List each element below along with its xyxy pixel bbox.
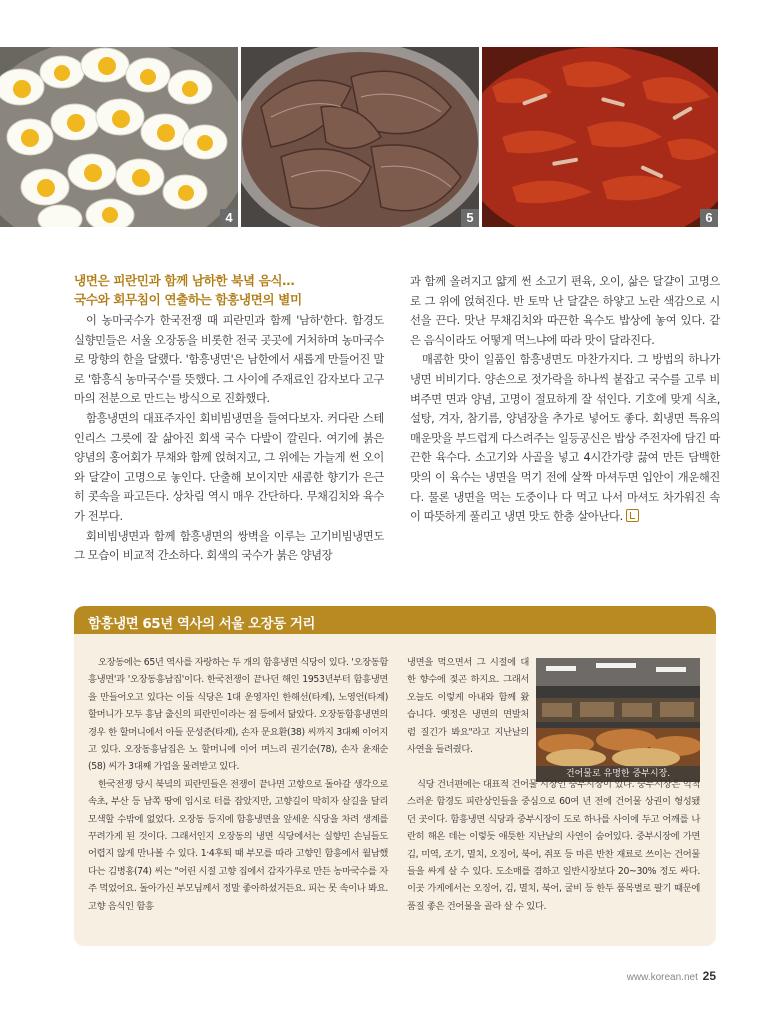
sidebar-paragraph: 냉면을 먹으면서 그 시절에 대한 향수에 젖곤 하지요. 그래서 오늘도 이렇게 아내와 함께 왔습니다. 옛정은 냉면의 면발처럼 질긴가 봐요"라고 지난날의 사연을 들려줬다. — [407, 657, 529, 756]
page-number: 25 — [702, 969, 716, 983]
article-left-column — [74, 272, 384, 566]
spicy-fish-photo — [482, 47, 718, 227]
footer-site: www.korean.net — [626, 972, 698, 983]
article-paragraph: 매콤한 맛이 일품인 함흥냉면도 마찬가지다. 그 방법의 하나가 냉면 비비기다. 양손으로 젓가락을 하나씩 붙잡고 국수를 고루 비벼주면 면과 양념, 고명이 절묘하게 잘 섞인다. 기호에 맞게 식초, 설탕, 겨자, 참기름, 양념장을 추가로 넣어도 좋다. 회냉면 특유의 매운맛을 부드럽게 다스려주는 일등공신은 밥상 주전자에 담긴 따끈한 육수다. 소고기와 사골을 넣고 4시간가량 끓여 만든 담백한 맛의 이 육수는 냉면을 먹기 전에 살짝 마셔두면 입안이 개운해진다. 물론 냉면을 먹는 도중이나 다 먹고 나서 마셔도 차가워진 속이 따뜻하게 풀리고 냉면 맛도 한층 살아난다. — [410, 353, 720, 524]
sidebar-right-bottom — [407, 776, 700, 915]
article-right-column — [410, 272, 720, 527]
market-photo-frame — [536, 658, 700, 782]
article-headline-line1: 냉면은 피란민과 함께 남하한 북녘 음식… — [74, 273, 295, 288]
sidebar-paragraph: 오장동에는 65년 역사를 자랑하는 두 개의 함흥냉면 식당이 있다. '오장동함흥냉면'과 '오장동흥남집'이다. 한국전쟁이 끝나던 해인 1953년부터 함흥냉면을 만들어오고 있다는 이들 식당은 1대 운영자인 한해선(타계), 노영언(타계) 할머니가 모두 흥남 출신의 피란민이라는 점 등에서 닮았다. 오장동함흥냉면의 경우 한 할머니에서 아들 문성준(타계), 손자 문요환(38) 씨까지 3대째 이어지고 있다. 오장동흥남집은 노 할머니에 이어 며느리 권기순(78), 손자 윤재순(58) 씨가 3대째 가업을 물려받고 있다. — [88, 657, 388, 773]
market-photo-caption: 건어물로 유명한 중부시장. — [536, 766, 700, 782]
article-paragraph: 회비빔냉면과 함께 함흥냉면의 쌍벽을 이루는 고기비빔냉면도 그 모습이 비교적 간소하다. 회색의 국수가 붉은 양념장 — [74, 529, 384, 563]
sidebar-left-column — [88, 654, 388, 915]
sidebar-paragraph: 한국전쟁 당시 북녘의 피란민들은 전쟁이 끝나면 고향으로 돌아갈 생각으로 속초, 부산 등 남쪽 땅에 임시로 터를 잡았지만, 고향길이 막히자 살길을 달리 모색할 수밖에 없었다. 오장동 등지에 함흥냉면을 앞세운 식당을 차려 생계를 꾸려가게 된 것이다. 그래서인지 오장동의 냉면 식당에서는 실향민 손님들도 어렵지 않게 만나볼 수 있다. 1·4후퇴 때 부모를 따라 고향인 함흥에서 월남했다는 김병홍(74) 씨는 "어린 시절 고향 집에서 감자가루로 만든 농마국수를 자주 먹었어요. 돌아가신 부모님께서 정말 좋아하셨거든요. 피는 못 속이나 봐요. 고향 음식인 함흥 — [88, 778, 388, 912]
article-paragraph: 함흥냉면의 대표주자인 회비빔냉면을 들여다보자. 커다란 스테인리스 그릇에 잘 삶아진 회색 국수 다발이 깔린다. 여기에 붉은 양념의 홍어회가 무채와 함께 얹혀지고, 그 위에는 가늘게 썬 오이와 달걀이 고명으로 놓인다. 단출해 보이지만 새콤한 향기가 은근히 콧속을 파고든다. 상차림 역시 매우 간단하다. 무채김치와 육수가 전부다. — [74, 411, 384, 523]
article-paragraph: 이 농마국수가 한국전쟁 때 피란민과 함께 '남하'한다. 함경도 실향민들은 서울 오장동을 비롯한 전국 곳곳에 거처하며 농마국수로 망향의 한을 달랬다. '함흥냉면'은 남한에서 새롭게 만들어진 말로 '함흥식 농마국수'를 뜻했다. 그 사이에 주재료인 감자보다 고구마의 전분으로 만드는 방식으로 진화했다. — [74, 314, 384, 406]
photo-number-badge: 6 — [700, 209, 718, 227]
boiled-eggs-photo — [0, 47, 238, 227]
sidebar-paragraph: 식당 건너편에는 대표적 건어물 시장인 중부시장이 있다. 중부시장은 억척스러운 함경도 피란상인들을 중심으로 60여 년 전에 건어물 상권이 형성됐던 곳이다. 함흥냉면 식당과 중부시장이 도로 하나를 사이에 두고 어깨를 나란히 해온 데는 이렇듯 애틋한 지난날의 사연이 숨어있다. 중부시장에 가면 김, 미역, 조기, 멸치, 오징어, 북어, 쥐포 등 마른 반찬 재료로 쓰이는 건어물들을 싸게 살 수 있다. 도소매를 겸하고 일반시장보다 20~30% 정도 싸다. 이곳 가게에서는 오징어, 김, 멸치, 북어, 굴비 등 한두 품목별로 팔기 때문에 품질 좋은 건어물을 골라 살 수 있다. — [407, 779, 700, 912]
photo-sliced-beef — [241, 47, 479, 227]
photo-spicy-fish — [482, 47, 718, 227]
sidebar-title: 함흥냉면 65년 역사의 서울 오장동 거리 — [88, 616, 315, 632]
end-mark-icon — [626, 509, 639, 522]
photo-number-badge: 5 — [461, 209, 479, 227]
article-paragraph-wrap — [410, 350, 720, 526]
article-paragraph: 과 함께 올려지고 얇게 썬 소고기 편육, 오이, 삶은 달걀이 고명으로 그 위에 얹혀진다. 반 토막 난 달걀은 하얗고 노란 색감으로 시선을 끈다. 맛난 무채김치와 따끈한 육수도 밥상에 놓여 있다. 같은 음식이라도 어떻게 먹느냐에 따라 맛이 달라진다. — [410, 275, 720, 347]
photo-boiled-eggs — [0, 47, 238, 227]
sliced-beef-photo — [241, 47, 479, 227]
article-headline-line2: 국수와 회무침이 연출하는 함흥냉면의 별미 — [74, 292, 302, 307]
sidebar-right-top — [407, 654, 529, 758]
page-footer — [627, 969, 716, 983]
sidebar-header — [74, 606, 716, 634]
photo-number-badge: 4 — [220, 209, 238, 227]
market-photo — [536, 658, 700, 782]
sidebar-box — [74, 606, 716, 946]
